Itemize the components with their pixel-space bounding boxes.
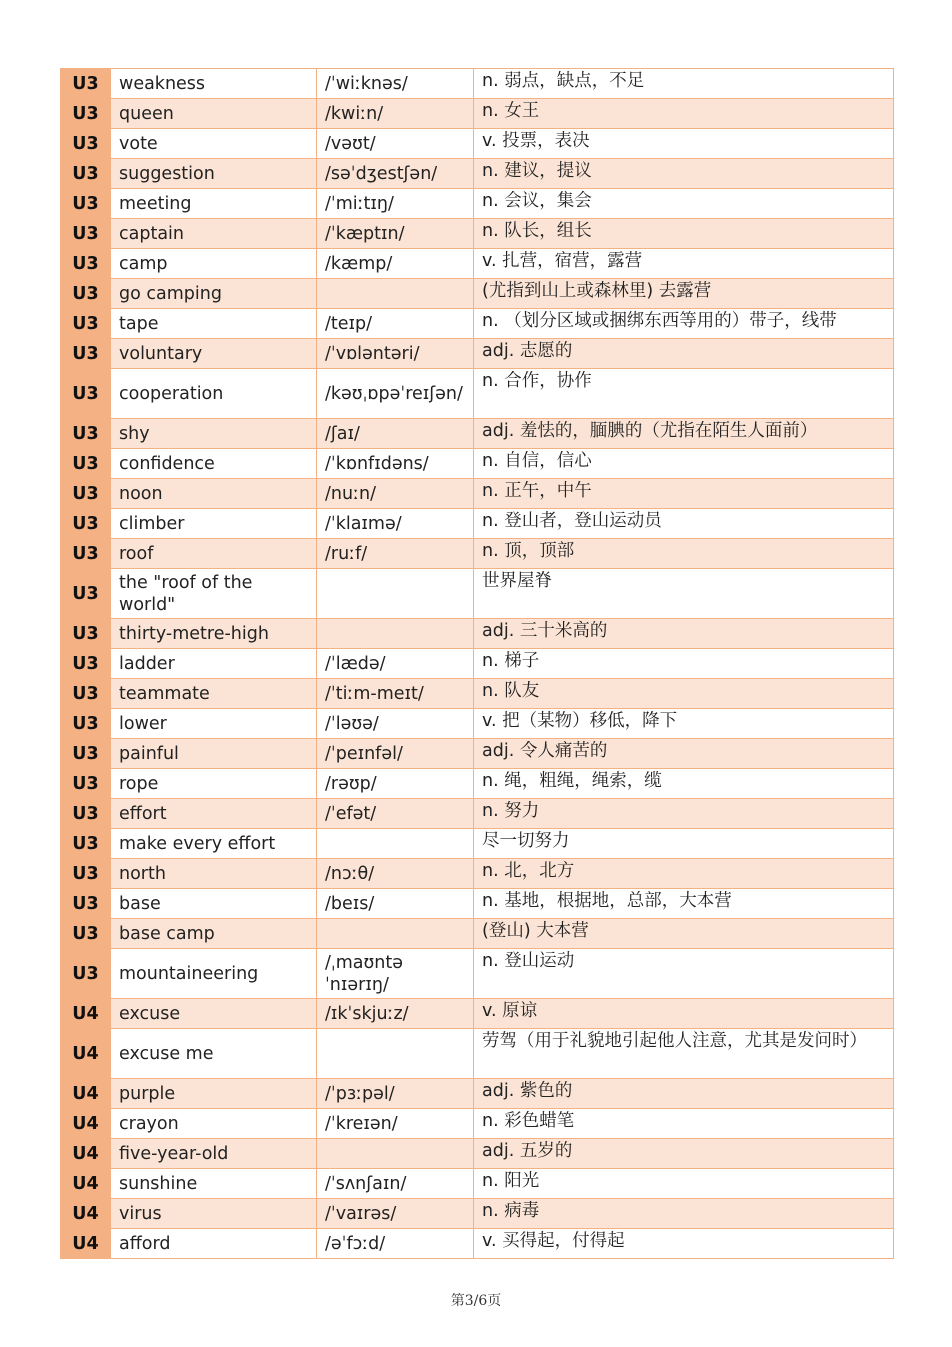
unit-cell: U3: [61, 419, 111, 449]
unit-cell: U3: [61, 679, 111, 709]
phonetic-cell: /ˈvɒləntəri/: [317, 339, 474, 369]
table-row: [61, 1229, 894, 1259]
meaning-cell: v. 投票，表决: [474, 129, 894, 159]
meaning-cell: n. 绳，粗绳，绳索，缆: [474, 769, 894, 799]
word-cell: voluntary: [111, 339, 317, 369]
table-row: [61, 889, 894, 919]
word-cell: thirty-metre-high: [111, 619, 317, 649]
phonetic-cell: /ˈlædə/: [317, 649, 474, 679]
table-row: [61, 1079, 894, 1109]
table-row: [61, 829, 894, 859]
word-cell: excuse: [111, 999, 317, 1029]
word-cell: sunshine: [111, 1169, 317, 1199]
unit-cell: U4: [61, 1169, 111, 1199]
unit-cell: U3: [61, 619, 111, 649]
word-cell: crayon: [111, 1109, 317, 1139]
table-row: [61, 619, 894, 649]
phonetic-cell: /nɔːθ/: [317, 859, 474, 889]
meaning-cell: n. 北，北方: [474, 859, 894, 889]
table-row: [61, 309, 894, 339]
unit-cell: U4: [61, 1139, 111, 1169]
unit-cell: U4: [61, 999, 111, 1029]
word-cell: mountaineering: [111, 949, 317, 999]
word-cell: lower: [111, 709, 317, 739]
unit-cell: U3: [61, 159, 111, 189]
table-row: [61, 189, 894, 219]
table-row: [61, 679, 894, 709]
phonetic-cell: /ˈpɜːpəl/: [317, 1079, 474, 1109]
unit-cell: U4: [61, 1079, 111, 1109]
table-row: [61, 739, 894, 769]
table-row: [61, 539, 894, 569]
table-row: [61, 219, 894, 249]
phonetic-cell: /ˈkɒnfɪdəns/: [317, 449, 474, 479]
unit-cell: U3: [61, 649, 111, 679]
word-cell: excuse me: [111, 1029, 317, 1079]
table-row: [61, 69, 894, 99]
unit-cell: U4: [61, 1029, 111, 1079]
meaning-cell: n. 梯子: [474, 649, 894, 679]
table-row: [61, 99, 894, 129]
unit-cell: U3: [61, 859, 111, 889]
table-row: [61, 129, 894, 159]
word-cell: purple: [111, 1079, 317, 1109]
phonetic-cell: /ˈsʌnʃaɪn/: [317, 1169, 474, 1199]
meaning-cell: n. 建议，提议: [474, 159, 894, 189]
meaning-cell: n. 合作，协作: [474, 369, 894, 419]
unit-cell: U3: [61, 219, 111, 249]
meaning-cell: n. （划分区域或捆绑东西等用的）带子，线带: [474, 309, 894, 339]
page-number: 第3/6页: [450, 1293, 502, 1309]
table-row: [61, 919, 894, 949]
word-cell: climber: [111, 509, 317, 539]
unit-cell: U3: [61, 369, 111, 419]
meaning-cell: v. 买得起，付得起: [474, 1229, 894, 1259]
phonetic-cell: /əˈfɔːd/: [317, 1229, 474, 1259]
word-cell: teammate: [111, 679, 317, 709]
meaning-cell: (尤指到山上或森林里) 去露营: [474, 279, 894, 309]
phonetic-cell: /ˈləʊə/: [317, 709, 474, 739]
meaning-cell: n. 女王: [474, 99, 894, 129]
phonetic-cell: [317, 919, 474, 949]
meaning-cell: n. 登山运动: [474, 949, 894, 999]
word-cell: north: [111, 859, 317, 889]
unit-cell: U3: [61, 249, 111, 279]
phonetic-cell: [317, 279, 474, 309]
table-row: [61, 649, 894, 679]
meaning-cell: n. 队友: [474, 679, 894, 709]
phonetic-cell: /ˈklaɪmə/: [317, 509, 474, 539]
phonetic-cell: /ˈefət/: [317, 799, 474, 829]
phonetic-cell: /beɪs/: [317, 889, 474, 919]
meaning-cell: 尽一切努力: [474, 829, 894, 859]
phonetic-cell: /ˈkæptɪn/: [317, 219, 474, 249]
meaning-cell: n. 彩色蜡笔: [474, 1109, 894, 1139]
word-cell: afford: [111, 1229, 317, 1259]
meaning-cell: n. 正午，中午: [474, 479, 894, 509]
word-cell: suggestion: [111, 159, 317, 189]
phonetic-cell: [317, 829, 474, 859]
table-row: [61, 279, 894, 309]
phonetic-cell: /ˈwiːknəs/: [317, 69, 474, 99]
word-cell: queen: [111, 99, 317, 129]
unit-cell: U3: [61, 479, 111, 509]
table-row: [61, 769, 894, 799]
unit-cell: U3: [61, 949, 111, 999]
unit-cell: U3: [61, 799, 111, 829]
meaning-cell: n. 登山者，登山运动员: [474, 509, 894, 539]
meaning-cell: n. 自信，信心: [474, 449, 894, 479]
table-row: [61, 419, 894, 449]
meaning-cell: adj. 令人痛苦的: [474, 739, 894, 769]
phonetic-cell: [317, 1139, 474, 1169]
word-cell: noon: [111, 479, 317, 509]
unit-cell: U3: [61, 889, 111, 919]
word-cell: ladder: [111, 649, 317, 679]
unit-cell: U3: [61, 129, 111, 159]
table-row: [61, 1109, 894, 1139]
phonetic-cell: /ʃaɪ/: [317, 419, 474, 449]
meaning-cell: 劳驾（用于礼貌地引起他人注意，尤其是发问时）: [474, 1029, 894, 1079]
meaning-cell: n. 弱点，缺点，不足: [474, 69, 894, 99]
meaning-cell: n. 基地，根据地，总部，大本营: [474, 889, 894, 919]
table-row: [61, 999, 894, 1029]
meaning-cell: n. 阳光: [474, 1169, 894, 1199]
word-cell: vote: [111, 129, 317, 159]
meaning-cell: adj. 紫色的: [474, 1079, 894, 1109]
unit-cell: U3: [61, 769, 111, 799]
word-cell: effort: [111, 799, 317, 829]
table-row: [61, 449, 894, 479]
word-cell: tape: [111, 309, 317, 339]
word-cell: shy: [111, 419, 317, 449]
unit-cell: U3: [61, 569, 111, 619]
unit-cell: U3: [61, 739, 111, 769]
meaning-cell: n. 病毒: [474, 1199, 894, 1229]
table-row: [61, 799, 894, 829]
table-row: [61, 859, 894, 889]
word-cell: meeting: [111, 189, 317, 219]
word-cell: camp: [111, 249, 317, 279]
phonetic-cell: /ruːf/: [317, 539, 474, 569]
meaning-cell: v. 原谅: [474, 999, 894, 1029]
unit-cell: U3: [61, 509, 111, 539]
vocabulary-table: [60, 68, 894, 1259]
table-row: [61, 709, 894, 739]
meaning-cell: n. 会议，集会: [474, 189, 894, 219]
meaning-cell: 世界屋脊: [474, 569, 894, 619]
table-row: [61, 509, 894, 539]
meaning-cell: (登山) 大本营: [474, 919, 894, 949]
word-cell: rope: [111, 769, 317, 799]
phonetic-cell: /kəʊˌɒpəˈreɪʃən/: [317, 369, 474, 419]
word-cell: five-year-old: [111, 1139, 317, 1169]
phonetic-cell: [317, 569, 474, 619]
phonetic-cell: /rəʊp/: [317, 769, 474, 799]
unit-cell: U3: [61, 709, 111, 739]
word-cell: the "roof of the world": [111, 569, 317, 619]
meaning-cell: v. 把（某物）移低，降下: [474, 709, 894, 739]
word-cell: captain: [111, 219, 317, 249]
meaning-cell: n. 顶，顶部: [474, 539, 894, 569]
unit-cell: U3: [61, 919, 111, 949]
phonetic-cell: /vəʊt/: [317, 129, 474, 159]
word-cell: virus: [111, 1199, 317, 1229]
table-row: [61, 249, 894, 279]
unit-cell: U4: [61, 1229, 111, 1259]
word-cell: cooperation: [111, 369, 317, 419]
meaning-cell: v. 扎营，宿营，露营: [474, 249, 894, 279]
table-row: [61, 159, 894, 189]
phonetic-cell: /teɪp/: [317, 309, 474, 339]
word-cell: go camping: [111, 279, 317, 309]
meaning-cell: adj. 志愿的: [474, 339, 894, 369]
unit-cell: U4: [61, 1109, 111, 1139]
meaning-cell: n. 努力: [474, 799, 894, 829]
phonetic-cell: /ˈvaɪrəs/: [317, 1199, 474, 1229]
meaning-cell: adj. 羞怯的，腼腆的（尤指在陌生人面前）: [474, 419, 894, 449]
unit-cell: U4: [61, 1199, 111, 1229]
unit-cell: U3: [61, 189, 111, 219]
phonetic-cell: /kæmp/: [317, 249, 474, 279]
table-row: [61, 1029, 894, 1079]
word-cell: roof: [111, 539, 317, 569]
phonetic-cell: /ˈtiːm-meɪt/: [317, 679, 474, 709]
word-cell: weakness: [111, 69, 317, 99]
meaning-cell: adj. 五岁的: [474, 1139, 894, 1169]
phonetic-cell: /ˈpeɪnfəl/: [317, 739, 474, 769]
word-cell: make every effort: [111, 829, 317, 859]
phonetic-cell: /kwiːn/: [317, 99, 474, 129]
unit-cell: U3: [61, 449, 111, 479]
table-row: [61, 1169, 894, 1199]
table-row: [61, 369, 894, 419]
table-row: [61, 1139, 894, 1169]
word-cell: base camp: [111, 919, 317, 949]
phonetic-cell: /nuːn/: [317, 479, 474, 509]
unit-cell: U3: [61, 99, 111, 129]
table-row: [61, 1199, 894, 1229]
word-cell: painful: [111, 739, 317, 769]
unit-cell: U3: [61, 829, 111, 859]
unit-cell: U3: [61, 309, 111, 339]
table-row: [61, 569, 894, 619]
phonetic-cell: /ˌmaʊntəˈnɪərɪŋ/: [317, 949, 474, 999]
meaning-cell: adj. 三十米高的: [474, 619, 894, 649]
phonetic-cell: /ˈkreɪən/: [317, 1109, 474, 1139]
unit-cell: U3: [61, 539, 111, 569]
word-cell: confidence: [111, 449, 317, 479]
word-cell: base: [111, 889, 317, 919]
phonetic-cell: /ˈmiːtɪŋ/: [317, 189, 474, 219]
unit-cell: U3: [61, 339, 111, 369]
table-row: [61, 949, 894, 999]
phonetic-cell: /ɪkˈskjuːz/: [317, 999, 474, 1029]
meaning-cell: n. 队长，组长: [474, 219, 894, 249]
table-row: [61, 339, 894, 369]
unit-cell: U3: [61, 279, 111, 309]
phonetic-cell: [317, 619, 474, 649]
unit-cell: U3: [61, 69, 111, 99]
phonetic-cell: /səˈdʒestʃən/: [317, 159, 474, 189]
phonetic-cell: [317, 1029, 474, 1079]
table-row: [61, 479, 894, 509]
